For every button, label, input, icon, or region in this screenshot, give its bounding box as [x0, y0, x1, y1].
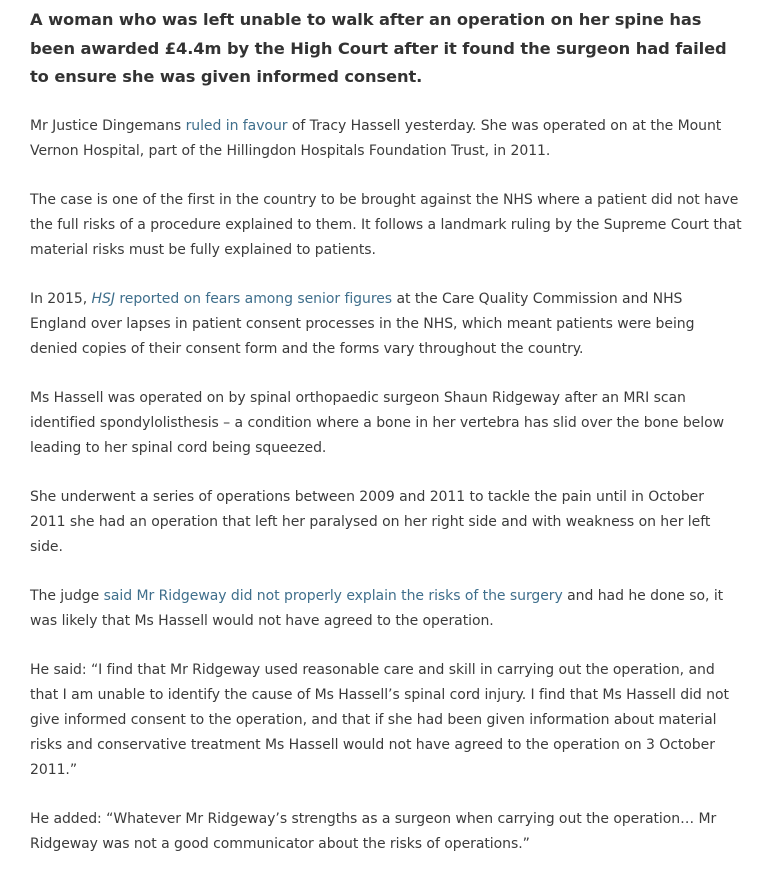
paragraph-case: The case is one of the first in the country to be brought against the NHS where a patient did not have the full risks of a procedure explained to them. It follows a landmark ruling by the Supreme Court that material risks must be fully explained to patients. — [30, 191, 742, 258]
hsj-report-link[interactable] — [92, 291, 393, 307]
paragraph-operations: She underwent a series of operations between 2009 and 2011 to tackle the pain until in October 2011 she had an operation that left her paralysed on her right side and with weakness on her left side. — [30, 488, 711, 555]
paragraph-quote-2: He added: “Whatever Mr Ridgeway’s strengths as a surgeon when carrying out the operation… Mr Ridgeway was not a good communicator about the risks of operations.” — [30, 810, 717, 852]
paragraph-ruling — [30, 114, 742, 164]
ruled-in-favour-link[interactable]: ruled in favour — [185, 117, 288, 134]
paragraph-hsj — [30, 287, 742, 362]
paragraph-surgeon: Ms Hassell was operated on by spinal orthopaedic surgeon Shaun Ridgeway after an MRI scan identified spondylolisthesis – a condition where a bone in her vertebra has slid over the bone below leading to her spinal cord being squeezed. — [30, 389, 724, 456]
hsj-link-text: reported on fears among senior figures — [114, 290, 393, 307]
paragraph-text: of Tracy Hassell yesterday. She was operated on at the Mount Vernon Hospital, part of the Hillingdon Hospitals Foundation Trust, in 2011. — [30, 117, 722, 159]
paragraph-text: The judge — [30, 587, 104, 604]
paragraph-text: and had he done so, it was likely that Ms Hassell would not have agreed to the operation. — [30, 587, 724, 629]
hsj-link-italic: HSJ — [91, 290, 115, 307]
article-lead: A woman who was left unable to walk after an operation on her spine has been awarded £4.4m by the High Court after it found the surgeon had failed to ensure she was given informed consent. — [30, 10, 727, 86]
paragraph-text: at the Care Quality Commission and NHS England over lapses in patient consent processes in the NHS, which meant patients were being denied copies of their consent form and the forms vary throughout the country. — [30, 290, 695, 357]
paragraph-quote-1: He said: “I find that Mr Ridgeway used reasonable care and skill in carrying out the operation, and that I am unable to identify the cause of Ms Hassell’s spinal cord injury. I find that Ms Hassell did not give informed consent to the operation, and that if she had been given information about material risks and conservative treatment Ms Hassell would not have agreed to the operation on 3 October 2011.” — [30, 661, 729, 778]
paragraph-text: Mr Justice Dingemans — [30, 117, 186, 134]
article-body — [30, 6, 742, 881]
judge-ruling-link[interactable]: said Mr Ridgeway did not properly explain the risks of the surgery — [103, 587, 563, 604]
paragraph-judge — [30, 584, 742, 634]
paragraph-text: In 2015, — [30, 290, 92, 307]
